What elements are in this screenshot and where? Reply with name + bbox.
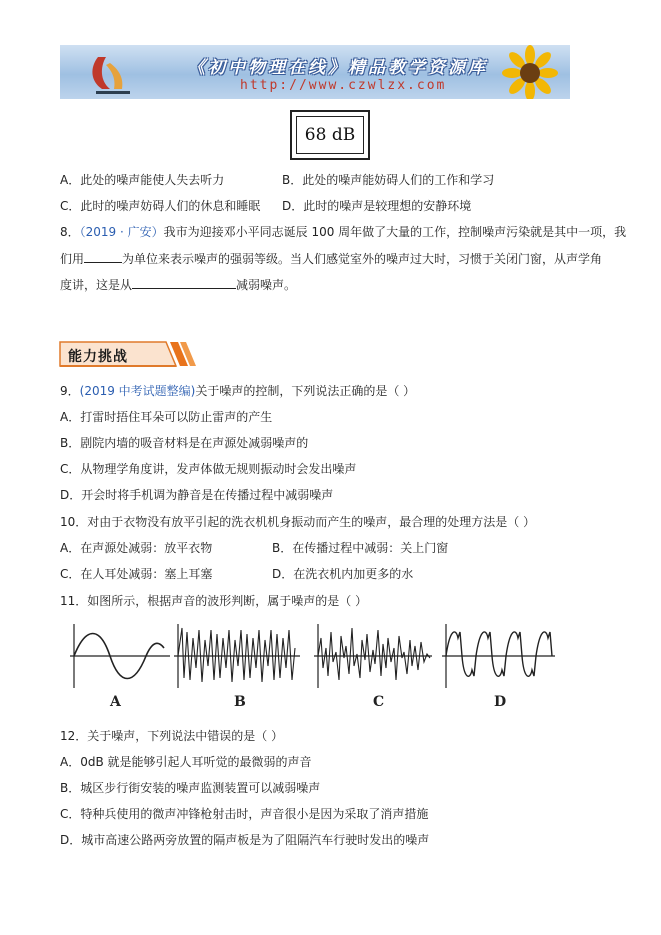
- q7-option-a: A．此处的噪声能使人失去听力: [60, 173, 225, 187]
- meter-reading: 68 dB: [296, 116, 364, 154]
- logo-icon: [92, 57, 130, 94]
- q7-option-c: C．此时的噪声妨碍人们的休息和睡眠: [60, 199, 261, 213]
- q10-option-c: C．在人耳处减弱：塞上耳塞: [60, 567, 213, 581]
- q7-option-d: D．此时的噪声是较理想的安静环境: [282, 199, 472, 213]
- q8-text-2b: 为单位来表示噪声的强弱等级。当人们感觉室外的噪声过大时，习惯于关闭门窗，从声学角: [122, 252, 603, 266]
- waveform-figure: [60, 618, 560, 698]
- section-header: [58, 338, 198, 370]
- waveform-b: [174, 624, 300, 688]
- banner-title: 《初中物理在线》精品教学资源库: [188, 58, 488, 78]
- q12-stem: 12．关于噪声，下列说法中错误的是（ ）: [60, 729, 284, 743]
- q11-stem: 11．如图所示，根据声音的波形判断，属于噪声的是（ ）: [60, 594, 368, 608]
- q10-option-d: D．在洗衣机内加更多的水: [272, 567, 414, 581]
- q9-option-b: B．剧院内墙的吸音材料是在声源处减弱噪声的: [60, 436, 309, 450]
- q9-stem-text: 关于噪声的控制，下列说法正确的是（ ）: [195, 384, 416, 398]
- sound-meter-display: [290, 110, 370, 160]
- waveform-a: [70, 624, 170, 688]
- header-banner: [60, 45, 570, 99]
- q9-option-d: D．开会时将手机调为静音是在传播过程中减弱噪声: [60, 488, 334, 502]
- q8-blank-2[interactable]: [132, 276, 236, 289]
- q8-text-1: 我市为迎接邓小平同志诞辰 100 周年做了大量的工作，控制噪声污染就是其中一项，我: [163, 225, 627, 239]
- q8-text-3a: 度讲，这是从: [60, 278, 133, 292]
- q9-option-c: C．从物理学角度讲，发声体做无规则振动时会发出噪声: [60, 462, 357, 476]
- waveform-d: [442, 624, 555, 688]
- q8-blank-1[interactable]: [84, 250, 122, 263]
- waveform-label-c: C: [373, 694, 385, 710]
- q9-option-a: A．打雷时捂住耳朵可以防止雷声的产生: [60, 410, 273, 424]
- q10-stem: 10．对由于衣物没有放平引起的洗衣机机身振动而产生的噪声，最合理的处理方法是（ ）: [60, 515, 536, 529]
- q12-option-c: C．特种兵使用的微声冲锋枪射击时，声音很小是因为采取了消声措施: [60, 807, 429, 821]
- waveform-label-b: B: [234, 694, 246, 710]
- q10-option-b: B．在传播过程中减弱：关上门窗: [272, 541, 449, 555]
- q8-number: 8．: [60, 225, 80, 239]
- waveform-label-a: A: [110, 694, 121, 710]
- section-title: 能力挑战: [68, 349, 128, 365]
- q8-text-3b: 减弱噪声。: [236, 278, 297, 292]
- q12-option-a: A．0dB 就是能够引起人耳听觉的最微弱的声音: [60, 755, 312, 769]
- q10-option-a: A．在声源处减弱：放平衣物: [60, 541, 213, 555]
- q9-stem: [60, 383, 415, 399]
- q9-number: 9．: [60, 384, 80, 398]
- q8-source-tag: （2019 · 广安）: [79, 225, 164, 239]
- q7-option-b: B．此处的噪声能妨碍人们的工作和学习: [282, 173, 495, 187]
- q9-source-tag: (2019 中考试题整编): [79, 384, 196, 398]
- waveform-label-d: D: [494, 694, 507, 710]
- q12-option-b: B．城区步行街安装的噪声监测装置可以减弱噪声: [60, 781, 321, 795]
- q8-line-3: [60, 276, 296, 293]
- q12-option-d: D．城市高速公路两旁放置的隔声板是为了阻隔汽车行驶时发出的噪声: [60, 833, 430, 847]
- waveform-c: [314, 624, 432, 688]
- q8-line-2: [60, 250, 602, 267]
- sunflower-icon: [502, 45, 558, 99]
- q8-text-2a: 们用: [60, 252, 85, 266]
- banner-url: http://www.czwlzx.com: [240, 78, 447, 93]
- q8-line-1: [60, 224, 626, 240]
